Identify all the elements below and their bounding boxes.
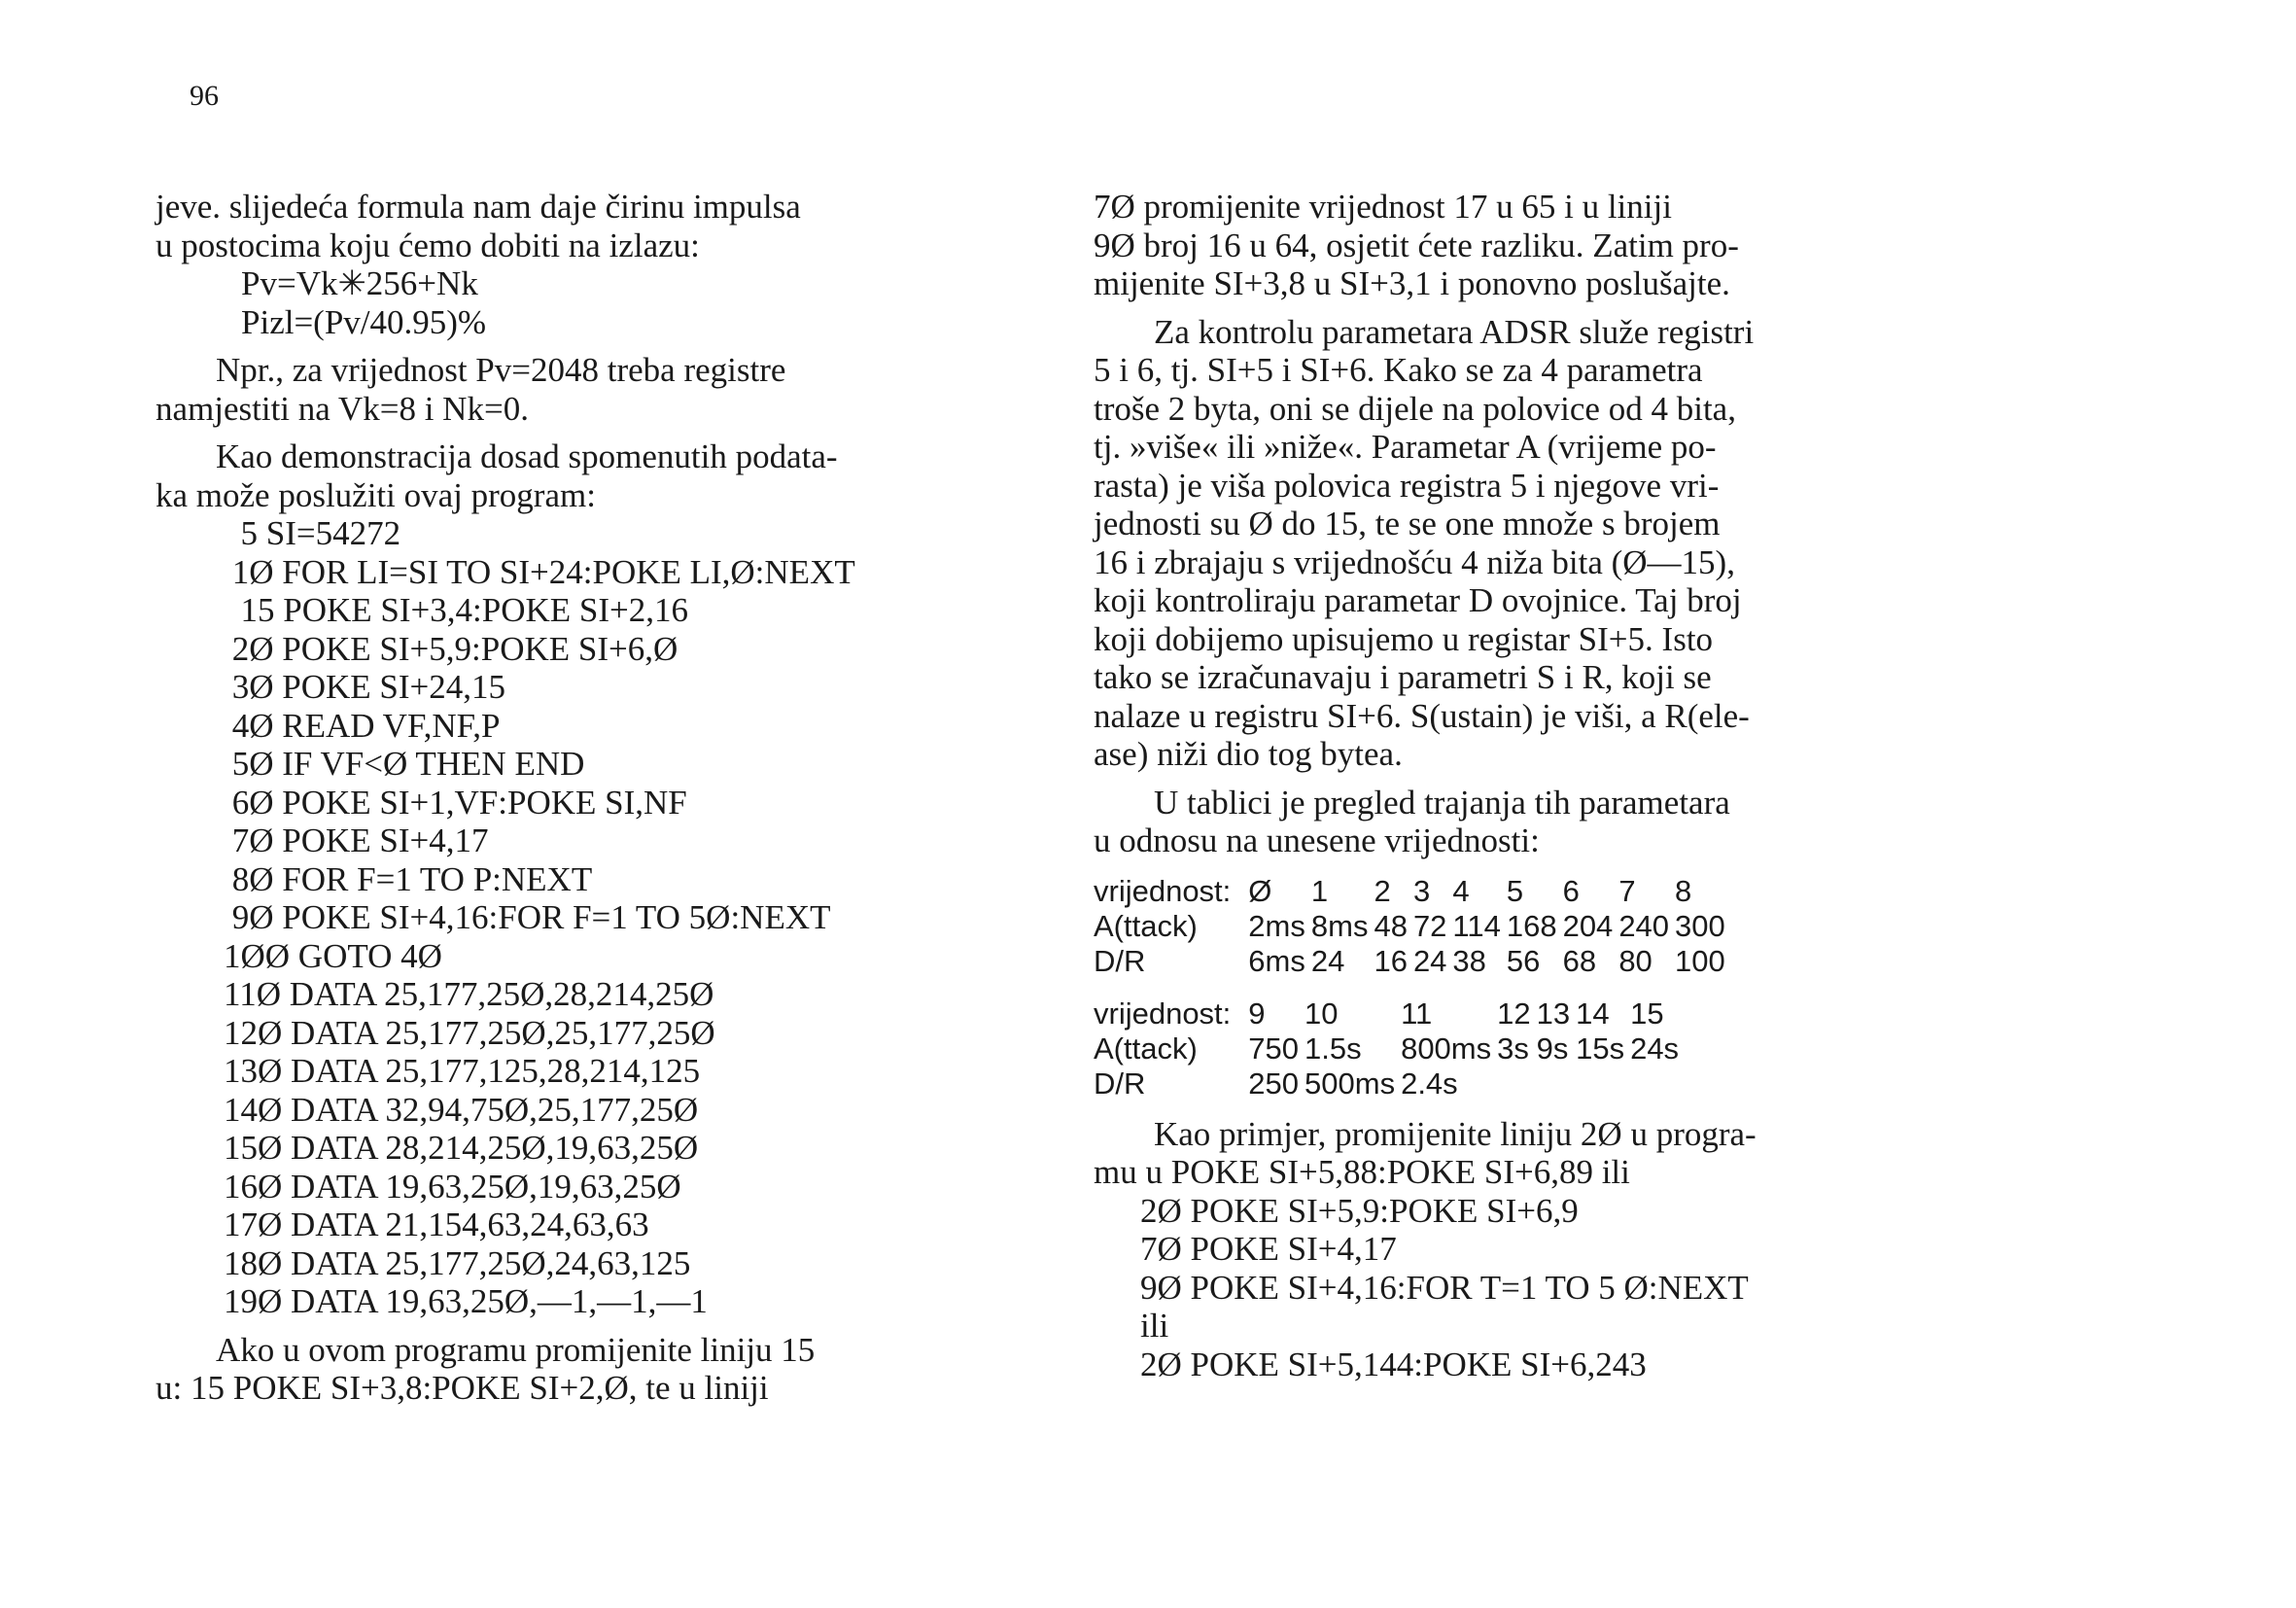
text-line: u odnosu na unesene vrijednosti:	[1094, 821, 1540, 859]
text-line: 7Ø promijenite vrijednost 17 u 65 i u liniji	[1094, 188, 1672, 226]
left-column	[156, 188, 1050, 1408]
code-line: 6Ø POKE SI+1,VF:POKE SI,NF	[224, 783, 687, 821]
table-cell: 80	[1618, 943, 1652, 978]
table-cell: 250	[1248, 1066, 1300, 1101]
ili-label: ili	[1140, 1307, 1169, 1345]
formula-block	[156, 264, 1050, 341]
closing-paragraph	[156, 1331, 1050, 1408]
table-cell: 2ms	[1248, 908, 1305, 943]
table-cell: 1.5s	[1305, 1031, 1362, 1066]
paragraph-4	[1094, 1115, 1978, 1192]
code-line: 15 POKE SI+3,4:POKE SI+2,16	[224, 591, 688, 629]
demo-paragraph	[156, 437, 1050, 514]
text-line: mijenite SI+3,8 u SI+3,1 i ponovno poslušajte.	[1094, 264, 1730, 302]
table-cell: 13	[1536, 996, 1571, 1031]
table-cell: 72	[1412, 908, 1447, 943]
text-line: tj. »više« ili »niže«. Parametar A (vrijeme po-	[1094, 428, 1717, 466]
code-line: 15Ø DATA 28,214,25Ø,19,63,25Ø	[224, 1129, 699, 1167]
table-row	[1094, 874, 1731, 909]
table-cell	[1576, 1066, 1630, 1101]
text-line: jednosti su Ø do 15, te se one množe s brojem	[1094, 505, 1721, 542]
table-cell: 3	[1412, 873, 1431, 908]
table-cell: A(ttack)	[1094, 908, 1198, 943]
code-line: 17Ø DATA 21,154,63,24,63,63	[224, 1206, 649, 1243]
text-line: jeve. slijedeća formula nam daje čirinu impulsa	[156, 188, 801, 226]
table-cell: 8	[1675, 873, 1692, 908]
table-cell: 9	[1248, 996, 1266, 1031]
table-cell: 168	[1506, 908, 1557, 943]
example-paragraph	[156, 351, 1050, 428]
table-cell: A(ttack)	[1094, 1031, 1198, 1066]
table-row	[1094, 996, 1685, 1031]
table-cell: 800ms	[1401, 1031, 1492, 1066]
code-line: 19Ø DATA 19,63,25Ø,—1,—1,—1	[224, 1282, 708, 1320]
table-cell: D/R	[1094, 943, 1146, 978]
code-line: 16Ø DATA 19,63,25Ø,19,63,25Ø	[224, 1167, 681, 1206]
code-line: 12Ø DATA 25,177,25Ø,25,177,25Ø	[224, 1013, 715, 1052]
table-cell: 3s	[1497, 1031, 1529, 1066]
code-line: 9Ø POKE SI+4,16:FOR F=1 TO 5Ø:NEXT	[224, 898, 831, 936]
formula-line: Pizl=(Pv/40.95)%	[241, 302, 487, 341]
code-line: 7Ø POKE SI+4,17	[1140, 1230, 1397, 1268]
table-cell: vrijednost:	[1094, 996, 1232, 1031]
code-line: 2Ø POKE SI+5,9:POKE SI+6,9	[1140, 1191, 1579, 1230]
table-cell: 15	[1630, 996, 1664, 1031]
text-line: Kao primjer, promijenite liniju 2Ø u progra-	[1154, 1114, 1757, 1153]
code-line: 4Ø READ VF,NF,P	[224, 706, 501, 745]
table-cell: 114	[1452, 908, 1501, 943]
code-line: 14Ø DATA 32,94,75Ø,25,177,25Ø	[224, 1090, 699, 1129]
text-line: tako se izračunavaju i parametri S i R, koji se	[1094, 658, 1712, 696]
code-line: 8Ø FOR F=1 TO P:NEXT	[224, 859, 593, 898]
text-line: u: 15 POKE SI+3,8:POKE SI+2,Ø, te u liniji	[156, 1369, 769, 1407]
adsr-table-2	[1094, 996, 1685, 1101]
text-line: u postocima koju ćemo dobiti na izlazu:	[156, 226, 700, 264]
text-line: koji kontroliraju parametar D ovojnice. Taj broj	[1094, 581, 1742, 619]
table-cell: 48	[1374, 908, 1408, 943]
table-cell: 15s	[1576, 1031, 1625, 1066]
table-cell	[1497, 1066, 1536, 1101]
right-column	[1094, 188, 1978, 1383]
page-number: 96	[190, 80, 219, 112]
text-line: koji dobijemo upisujemo u registar SI+5. Isto	[1094, 619, 1714, 658]
table-row	[1094, 909, 1731, 944]
code-line: 1Ø FOR LI=SI TO SI+24:POKE LI,Ø:NEXT	[224, 552, 855, 591]
table-cell: 4	[1452, 873, 1470, 908]
table-cell	[1537, 1066, 1576, 1101]
table-cell: 2	[1374, 873, 1391, 908]
table-cell: 12	[1497, 996, 1531, 1031]
table-cell: 6ms	[1248, 943, 1305, 978]
formula-line: Pv=Vk✳256+Nk	[241, 264, 478, 302]
table-cell: D/R	[1094, 1066, 1146, 1101]
table-cell: 204	[1562, 908, 1614, 943]
table-cell: 240	[1618, 908, 1670, 943]
text-line: Kao demonstracija dosad spomenutih podata-	[216, 437, 838, 475]
code-line: 3Ø POKE SI+24,15	[224, 668, 506, 706]
example-code	[1094, 1192, 1978, 1384]
text-line: 5 i 6, tj. SI+5 i SI+6. Kako se za 4 parametra	[1094, 351, 1703, 389]
paragraph-1	[1094, 188, 1978, 303]
code-line: 5 SI=54272	[224, 514, 401, 552]
adsr-table-1	[1094, 874, 1731, 979]
program-listing	[224, 514, 1050, 1321]
table-cell: 1	[1310, 873, 1329, 908]
code-line: 5Ø IF VF<Ø THEN END	[224, 745, 585, 783]
paragraph-3	[1094, 784, 1978, 860]
text-line: Za kontrolu parametara ADSR služe registri	[1154, 312, 1755, 351]
table-cell: 5	[1506, 873, 1524, 908]
table-row	[1094, 1066, 1685, 1101]
table-cell: 500ms	[1305, 1066, 1396, 1101]
text-line: namjestiti na Vk=8 i Nk=0.	[156, 389, 529, 428]
table-cell	[1630, 1066, 1685, 1101]
table-cell: 8ms	[1310, 908, 1369, 943]
text-line: 16 i zbrajaju s vrijednošću 4 niža bita (Ø—15),	[1094, 542, 1735, 581]
code-line: 2Ø POKE SI+5,144:POKE SI+6,243	[1140, 1345, 1647, 1383]
table-cell: 24	[1412, 943, 1447, 978]
table-cell: 16	[1374, 943, 1408, 978]
table-cell: 38	[1452, 943, 1486, 978]
text-line: Npr., za vrijednost Pv=2048 treba registre	[216, 351, 786, 389]
table-cell: 24s	[1630, 1031, 1680, 1066]
table-cell: 750	[1248, 1031, 1300, 1066]
table-cell: 100	[1675, 943, 1725, 978]
code-line: 7Ø POKE SI+4,17	[224, 821, 489, 859]
code-line: 2Ø POKE SI+5,9:POKE SI+6,Ø	[224, 629, 678, 668]
intro-paragraph	[156, 188, 1050, 264]
code-line: 18Ø DATA 25,177,25Ø,24,63,125	[224, 1243, 691, 1282]
table-cell: Ø	[1248, 873, 1272, 908]
table-cell: 9s	[1536, 1031, 1569, 1066]
table-cell: vrijednost:	[1094, 873, 1232, 908]
table-cell: 68	[1562, 943, 1597, 978]
table-cell: 24	[1310, 943, 1345, 978]
table-cell: 300	[1675, 908, 1725, 943]
text-line: Ako u ovom programu promijenite liniju 15	[216, 1330, 816, 1369]
code-line: 13Ø DATA 25,177,125,28,214,125	[224, 1052, 701, 1090]
text-line: U tablici je pregled trajanja tih parametara	[1154, 783, 1730, 821]
text-line: ka može poslužiti ovaj program:	[156, 475, 596, 514]
text-line: rasta) je viša polovica registra 5 i njegove vri-	[1094, 466, 1720, 505]
text-line: nalaze u registru SI+6. S(ustain) je viši, a R(ele-	[1094, 696, 1750, 735]
table-cell: 7	[1618, 873, 1636, 908]
text-line: ase) niži dio tog bytea.	[1094, 735, 1403, 773]
table-cell: 14	[1576, 996, 1610, 1031]
table-cell: 2.4s	[1401, 1066, 1458, 1101]
text-line: 9Ø broj 16 u 64, osjetit ćete razliku. Zatim pro-	[1094, 226, 1739, 264]
code-line: 1ØØ GOTO 4Ø	[224, 936, 442, 975]
text-line: troše 2 byta, oni se dijele na polovice od 4 bita,	[1094, 389, 1736, 428]
table-row	[1094, 944, 1731, 979]
paragraph-2	[1094, 313, 1978, 774]
code-line: 9Ø POKE SI+4,16:FOR T=1 TO 5 Ø:NEXT	[1140, 1268, 1749, 1307]
code-line: 11Ø DATA 25,177,25Ø,28,214,25Ø	[224, 975, 714, 1013]
table-cell: 56	[1506, 943, 1541, 978]
text-line: mu u POKE SI+5,88:POKE SI+6,89 ili	[1094, 1153, 1630, 1191]
table-cell: 6	[1562, 873, 1580, 908]
table-cell: 10	[1305, 996, 1339, 1031]
table-cell: 11	[1401, 996, 1433, 1031]
table-row	[1094, 1031, 1685, 1066]
